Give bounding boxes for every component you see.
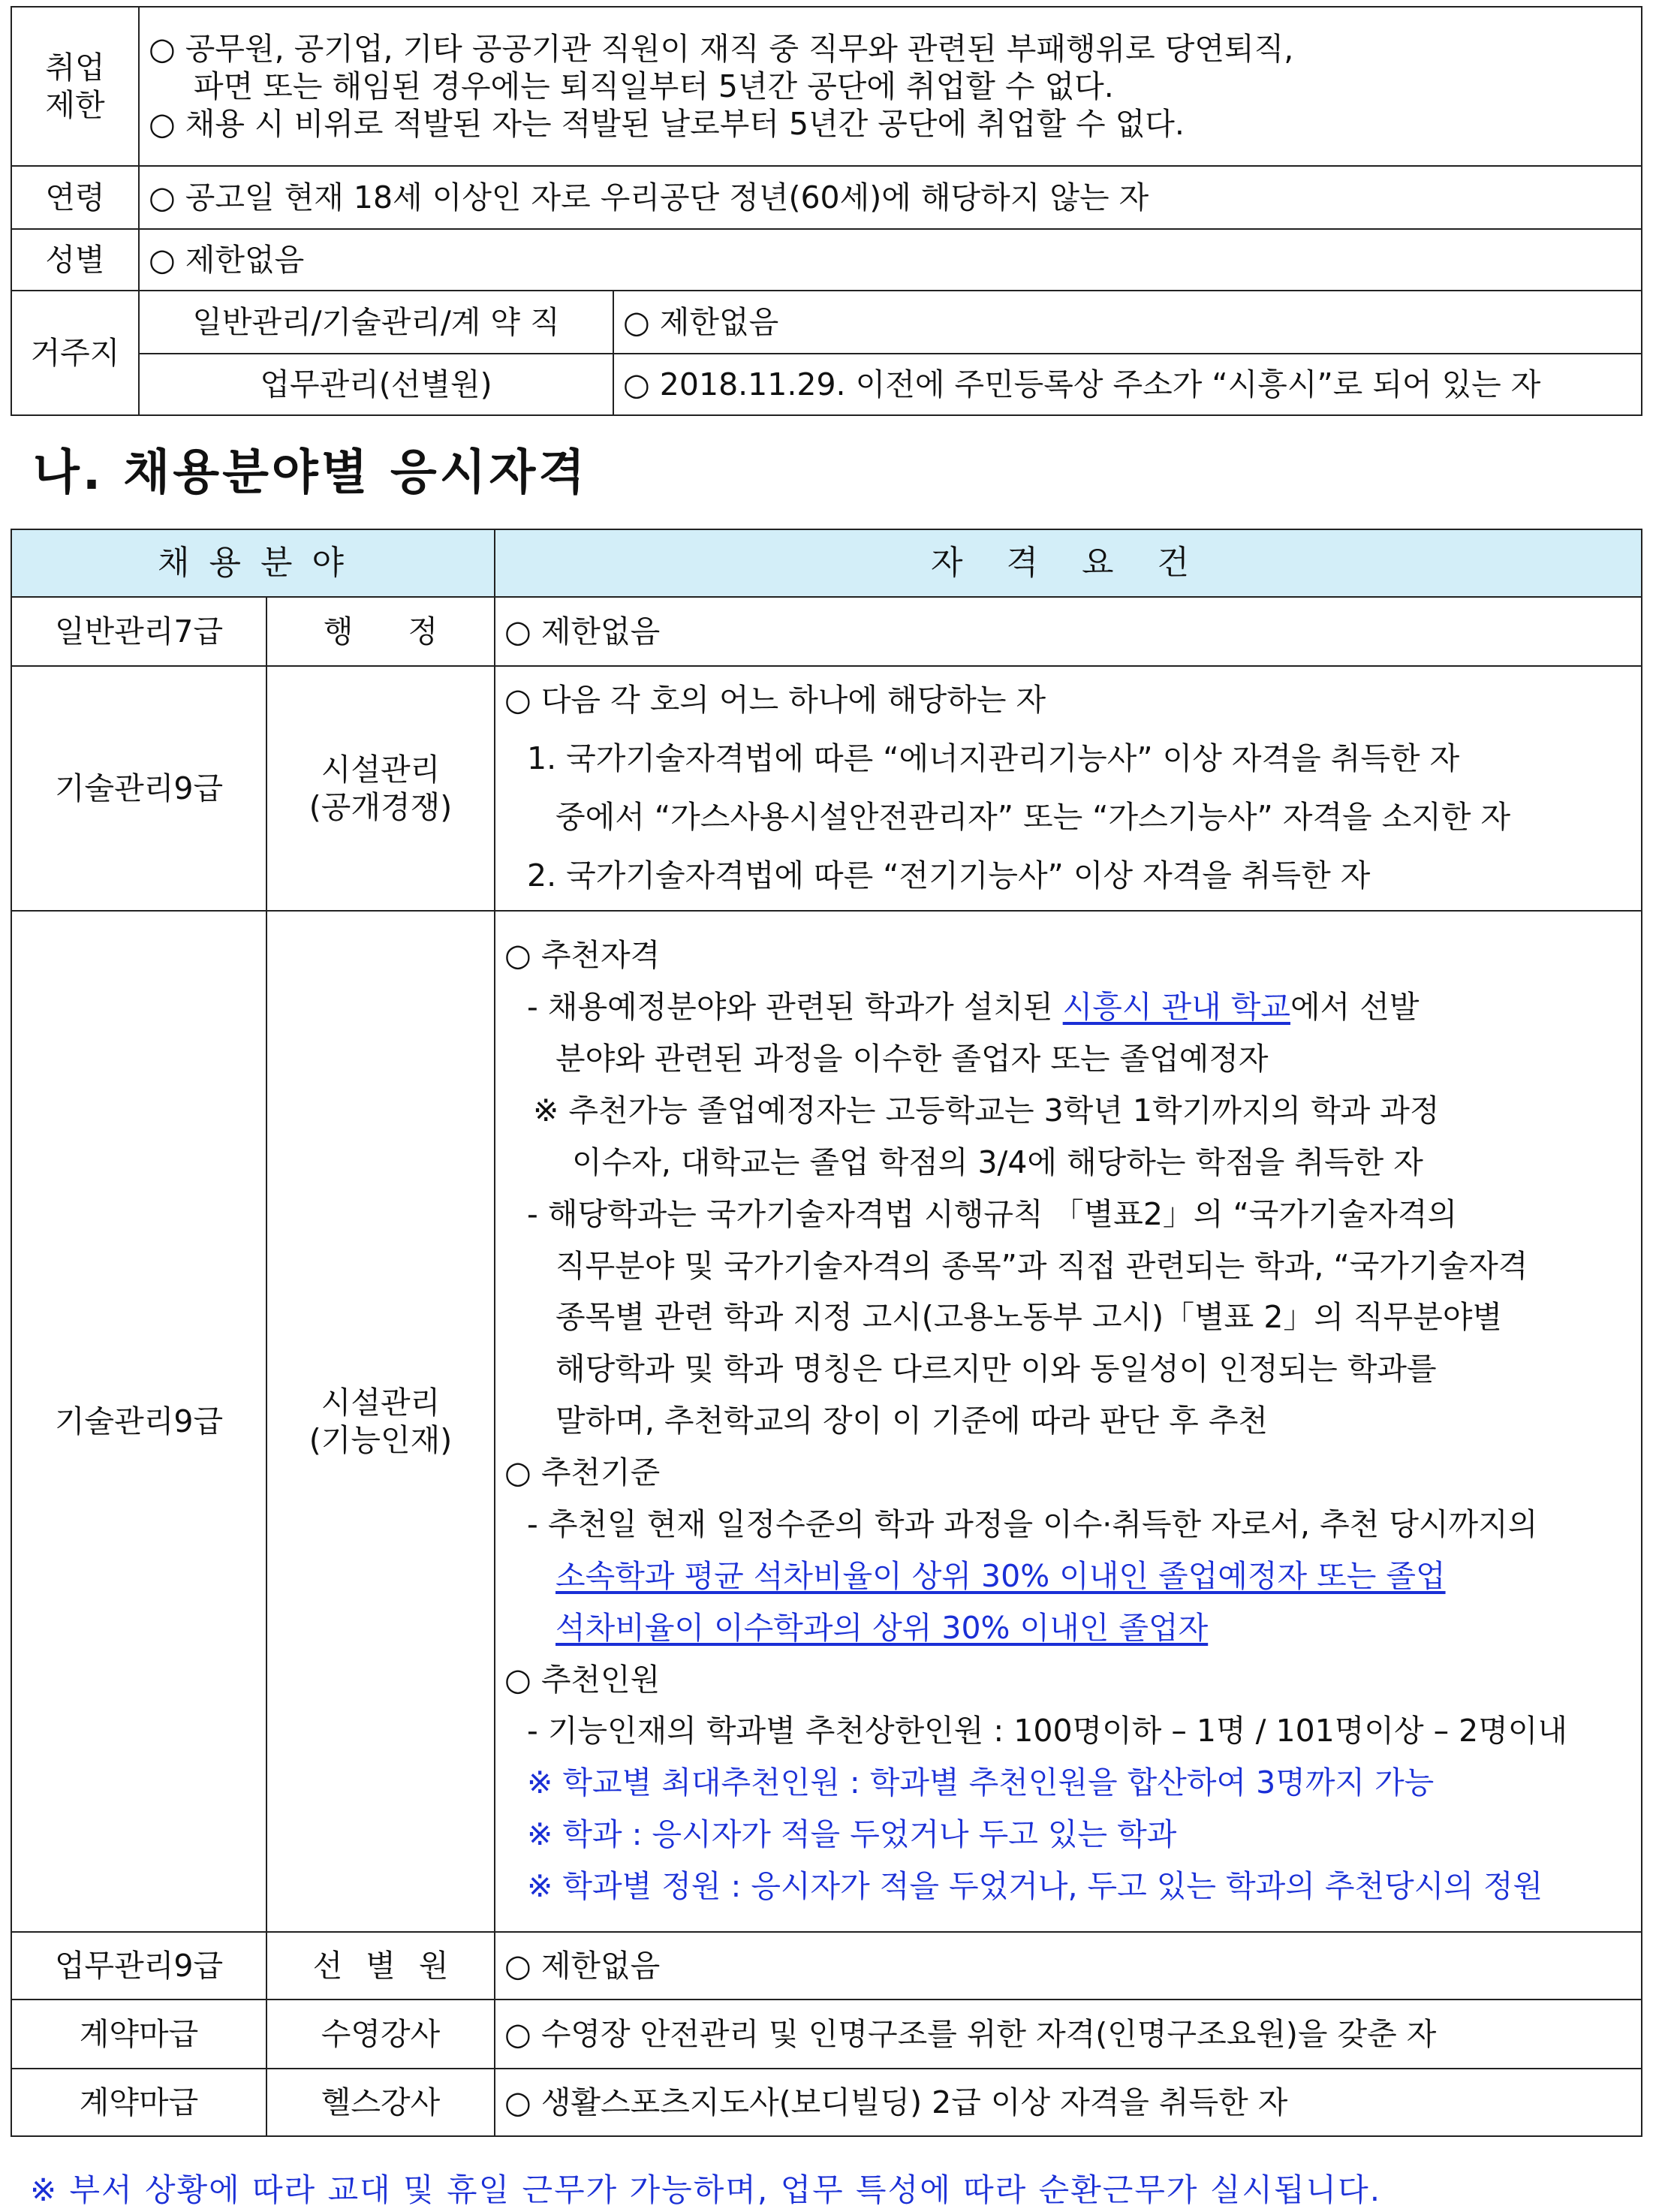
job-line: 시설관리: [321, 1384, 441, 1421]
requirement-cell: ○ 수영장 안전관리 및 인명구조를 위한 자격(인명구조요원)을 갖춘 자: [495, 2000, 1642, 2069]
table-header-row: [11, 529, 1642, 597]
header-requirements: 자 격 요 건: [495, 529, 1642, 597]
eligibility-table: [11, 6, 1642, 416]
job-line: (기능인재): [309, 1421, 453, 1458]
text-line: - 추천일 현재 일정수준의 학과 과정을 이수·취득한 자로서, 추천 당시까지의: [527, 1505, 1538, 1542]
section-title: 나. 채용분야별 응시자격: [33, 445, 589, 501]
note-line: ※ 학과별 정원 : 응시자가 적을 두었거나, 두고 있는 학과의 추천당시의 정원: [527, 1868, 1543, 1904]
table-row: [11, 1932, 1642, 2000]
recommend-criteria-heading: ○ 추천기준: [504, 1454, 661, 1490]
gender-text: ○ 제한없음: [139, 229, 1642, 291]
job-cell: 수영강사: [266, 2000, 495, 2069]
requirement-cell: [495, 911, 1642, 1932]
text-line: 분야와 관련된 과정을 이수한 졸업자 또는 졸업예정자: [555, 1041, 1269, 1077]
requirement-cell: ○ 생활스포츠지도사(보디빌딩) 2급 이상 자격을 취득한 자: [495, 2069, 1642, 2136]
residence-row: [11, 291, 1642, 354]
age-text: ○ 공고일 현재 18세 이상인 자로 우리공단 정년(60세)에 해당하지 않는 자: [139, 166, 1642, 229]
job-cell: 헬스강사: [266, 2069, 495, 2136]
requirement-cell: ○ 제한없음: [495, 1932, 1642, 2000]
note-line: ※ 학교별 최대추천인원 : 학과별 추천인원을 합산하여 3명까지 가능: [527, 1764, 1435, 1801]
footer-note: ※ 부서 상황에 따라 교대 및 휴일 근무가 가능하며, 업무 특성에 따라 순환근무가 실시됩니다.: [30, 2171, 1382, 2208]
text-line: 중에서 “가스사용시설안전관리자” 또는 “가스기능사” 자격을 소지한 자: [555, 798, 1511, 835]
text-span: - 채용예정분야와 관련된 학과가 설치된: [527, 989, 1063, 1026]
job-cell: [266, 911, 495, 1932]
employment-restriction-row: [11, 7, 1642, 166]
text-line: 1. 국가기술자격법에 따른 “에너지관리기능사” 이상 자격을 취득한 자: [527, 740, 1460, 776]
text-line: ○ 공무원, 공기업, 기타 공공기관 직원이 재직 중 직무와 관련된 부패행위로 당연퇴직,: [149, 30, 1294, 67]
grade-cell: 기술관리9급: [11, 911, 266, 1932]
job-line: 시설관리: [321, 751, 441, 788]
label-line: 제한: [45, 87, 105, 123]
table-row: [11, 597, 1642, 666]
residence-text: ○ 2018.11.29. 이전에 주민등록상 주소가 “시흥시”로 되어 있는 자: [613, 354, 1642, 415]
grade-cell: 업무관리9급: [11, 1932, 266, 2000]
text-line: ○ 다음 각 호의 어느 하나에 해당하는 자: [504, 682, 1046, 718]
text-line: 직무분야 및 국가기술자격의 종목”과 직접 관련되는 학과, “국가기술자격: [555, 1247, 1528, 1284]
grade-cell: 일반관리7급: [11, 597, 266, 666]
qualification-table: [11, 529, 1642, 2137]
job-cell: 행 정: [266, 597, 495, 666]
text-line: 종목별 관련 학과 지정 고시(고용노동부 고시)「별표 2」의 직무분야별: [555, 1299, 1503, 1336]
text-span: 에서 선발: [1290, 989, 1420, 1026]
text-line: 파면 또는 해임된 경우에는 퇴직일부터 5년간 공단에 취업할 수 없다.: [194, 68, 1114, 104]
residence-category: 일반관리/기술관리/계 약 직: [139, 291, 613, 354]
residence-row: [11, 354, 1642, 415]
table-row: [11, 2000, 1642, 2069]
text-line: - 기능인재의 학과별 추천상한인원 : 100명이하 – 1명 / 101명이상 – 2명이내: [527, 1713, 1568, 1749]
note-line: ※ 학과 : 응시자가 적을 두었거나 두고 있는 학과: [527, 1816, 1177, 1853]
grade-cell: 계약마급: [11, 2069, 266, 2136]
employment-restriction-text: [139, 7, 1642, 166]
highlight-line: 소속학과 평균 석차비율이 상위 30% 이내인 졸업예정자 또는 졸업: [555, 1557, 1446, 1594]
job-cell: [266, 666, 495, 911]
recommend-count-heading: ○ 추천인원: [504, 1661, 661, 1698]
label-line: 취업: [45, 49, 105, 86]
table-row: [11, 911, 1642, 1932]
table-row: [11, 2069, 1642, 2136]
note-line: 이수자, 대학교는 졸업 학점의 3/4에 해당하는 학점을 취득한 자: [572, 1144, 1423, 1180]
employment-restriction-label: [11, 7, 139, 166]
residence-label: 거주지: [11, 291, 139, 415]
text-line: ○ 채용 시 비위로 적발된 자는 적발된 날로부터 5년간 공단에 취업할 수 없다.: [149, 106, 1185, 142]
gender-label: 성별: [11, 229, 139, 291]
text-line: - 해당학과는 국가기술자격법 시행규칙 「별표2」의 “국가기술자격의: [527, 1195, 1458, 1232]
residence-category: 업무관리(선별원): [139, 354, 613, 415]
requirement-cell: [495, 666, 1642, 911]
text-line: [504, 981, 1632, 1033]
highlight-line: 석차비율이 이수학과의 상위 30% 이내인 졸업자: [555, 1609, 1209, 1646]
age-row: [11, 166, 1642, 229]
siheung-school-link[interactable]: 시흥시 관내 학교: [1062, 989, 1290, 1026]
note-line: ※ 추천가능 졸업예정자는 고등학교는 3학년 1학기까지의 학과 과정: [533, 1092, 1440, 1129]
header-field: 채 용 분 야: [11, 529, 495, 597]
requirement-cell: ○ 제한없음: [495, 597, 1642, 666]
text-line: 2. 국가기술자격법에 따른 “전기기능사” 이상 자격을 취득한 자: [527, 857, 1371, 894]
job-cell: 선 별 원: [266, 1932, 495, 2000]
gender-row: [11, 229, 1642, 291]
job-line: (공개경쟁): [309, 788, 453, 825]
grade-cell: 계약마급: [11, 2000, 266, 2069]
grade-cell: 기술관리9급: [11, 666, 266, 911]
table-row: [11, 666, 1642, 911]
age-label: 연령: [11, 166, 139, 229]
text-line: 해당학과 및 학과 명칭은 다르지만 이와 동일성이 인정되는 학과를: [555, 1351, 1437, 1388]
text-line: 말하며, 추천학교의 장이 이 기준에 따라 판단 후 추천: [555, 1403, 1269, 1439]
recommend-qualification-heading: ○ 추천자격: [504, 937, 661, 974]
residence-text: ○ 제한없음: [613, 291, 1642, 354]
